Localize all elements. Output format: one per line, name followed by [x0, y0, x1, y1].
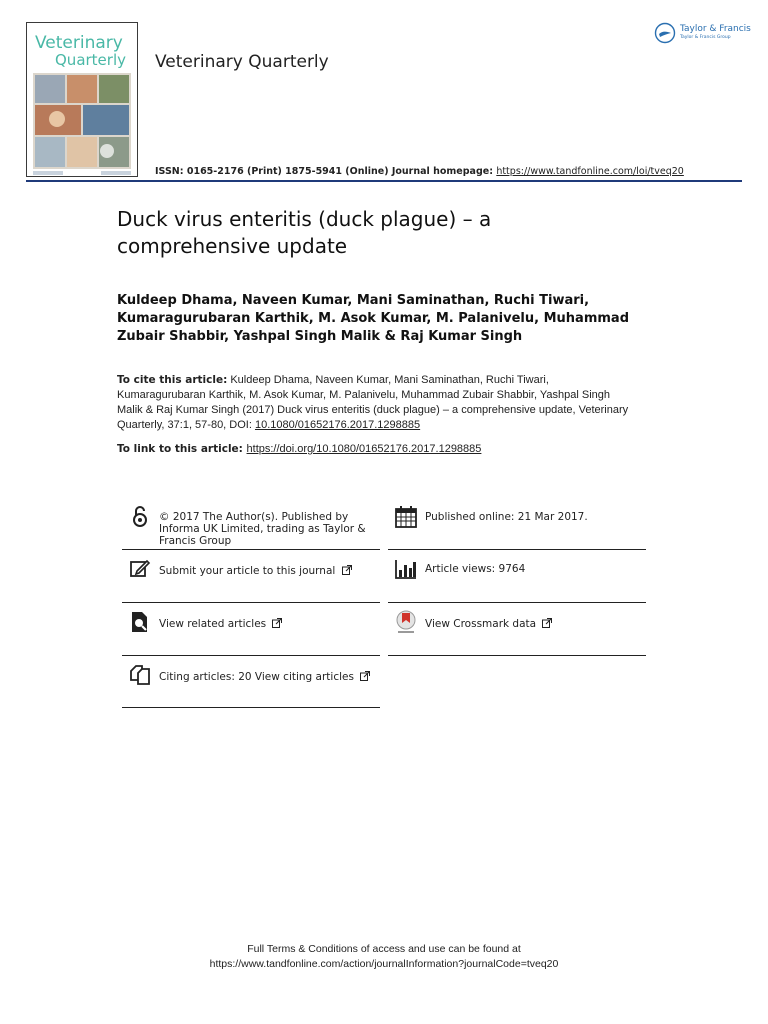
- link-label: To link to this article:: [117, 443, 247, 455]
- divider: [122, 602, 380, 603]
- divider: [388, 655, 646, 656]
- article-title: Duck virus enteritis (duck plague) – a comprehensive update: [117, 207, 492, 258]
- published-cell: [388, 503, 646, 549]
- article-authors: Kuldeep Dhama, Naveen Kumar, Mani Saminathan, Ruchi Tiwari, Kumaragurubaran Karthik, M. Asok Kumar, M. Palanivelu, Muhammad Zubair Shabbir, Yashpal Singh Malik & Raj Kumar Singh: [117, 293, 629, 344]
- views-cell: [388, 555, 646, 601]
- submit-article-link[interactable]: Submit your article to this journal: [159, 565, 336, 577]
- divider: [122, 707, 380, 708]
- open-access-icon: [128, 505, 152, 529]
- crossmark-cell[interactable]: [388, 608, 646, 654]
- citing-text-wrap: [159, 671, 381, 683]
- cite-doi-link[interactable]: 10.1080/01652176.2017.1298885: [254, 419, 421, 431]
- footer: [0, 942, 768, 972]
- edit-icon: [128, 557, 152, 581]
- external-link-icon: [272, 618, 282, 628]
- divider: [388, 549, 646, 550]
- submit-cell[interactable]: [122, 555, 380, 601]
- license-cell: [122, 503, 380, 549]
- publisher-logo[interactable]: [654, 22, 751, 48]
- issn-text: ISSN: 0165-2176 (Print) 1875-5941 (Online) Journal homepage:: [155, 166, 497, 177]
- submit-text-wrap: [159, 565, 381, 577]
- crossmark-link[interactable]: View Crossmark data: [425, 618, 537, 630]
- article-link-block: [117, 442, 657, 457]
- header-divider: [26, 180, 742, 182]
- crossmark-icon: [394, 610, 418, 634]
- footer-terms-url[interactable]: https://www.tandfonline.com/action/journalInformation?journalCode=tveq20: [209, 958, 559, 970]
- cover-footer-strip: [33, 171, 131, 175]
- citing-cell[interactable]: [122, 661, 380, 707]
- journal-cover: [26, 22, 138, 177]
- external-link-icon: [360, 671, 370, 681]
- external-link-icon: [342, 565, 352, 575]
- crossmark-text-wrap: [425, 618, 647, 630]
- citing-documents-icon: [128, 663, 152, 687]
- journal-name: Veterinary Quarterly: [155, 52, 329, 72]
- cover-title: Veterinary: [35, 33, 123, 53]
- publisher-name: Taylor & Francis: [680, 24, 751, 34]
- publisher-group: Taylor & Francis Group: [680, 35, 731, 40]
- cover-subtitle: Quarterly: [55, 51, 126, 69]
- divider: [122, 549, 380, 550]
- article-doi-link[interactable]: https://doi.org/10.1080/01652176.2017.1298885: [246, 443, 482, 455]
- external-link-icon: [542, 618, 552, 628]
- related-text-wrap: [159, 618, 381, 630]
- cite-label: To cite this article:: [117, 374, 228, 386]
- related-cell[interactable]: [122, 608, 380, 654]
- issn-line: [155, 166, 684, 177]
- journal-homepage-link[interactable]: https://www.tandfonline.com/loi/tveq20: [496, 166, 684, 177]
- published-date: Published online: 21 Mar 2017.: [425, 511, 588, 523]
- citing-articles-link[interactable]: Citing articles: 20 View citing articles: [159, 671, 354, 683]
- cite-text: Kuldeep Dhama, Naveen Kumar, Mani Saminathan, Ruchi Tiwari, Kumaragurubaran Karthik, M. Asok Kumar, M. Palanivelu, Muhammad Zubair Shabbir, Yashpal Singh Malik & Raj Kumar Singh (2017) Duck virus enteritis (duck plague) – a comprehensive update, Veterinary Quarterly, 37:1, 57-80, DOI:: [117, 374, 629, 431]
- search-document-icon: [128, 610, 152, 634]
- article-views: Article views: 9764: [425, 563, 526, 575]
- divider: [122, 655, 380, 656]
- footer-terms: Full Terms & Conditions of access and use can be found at: [247, 943, 521, 955]
- cover-photo-collage: [33, 73, 131, 169]
- license-text: © 2017 The Author(s). Published by Informa UK Limited, trading as Taylor & Francis Group: [159, 511, 366, 547]
- bar-chart-icon: [394, 557, 418, 581]
- citation-block: [117, 373, 637, 433]
- calendar-icon: [394, 505, 418, 529]
- divider: [388, 602, 646, 603]
- taylor-francis-logo-icon: [654, 22, 676, 44]
- related-articles-link[interactable]: View related articles: [159, 618, 267, 630]
